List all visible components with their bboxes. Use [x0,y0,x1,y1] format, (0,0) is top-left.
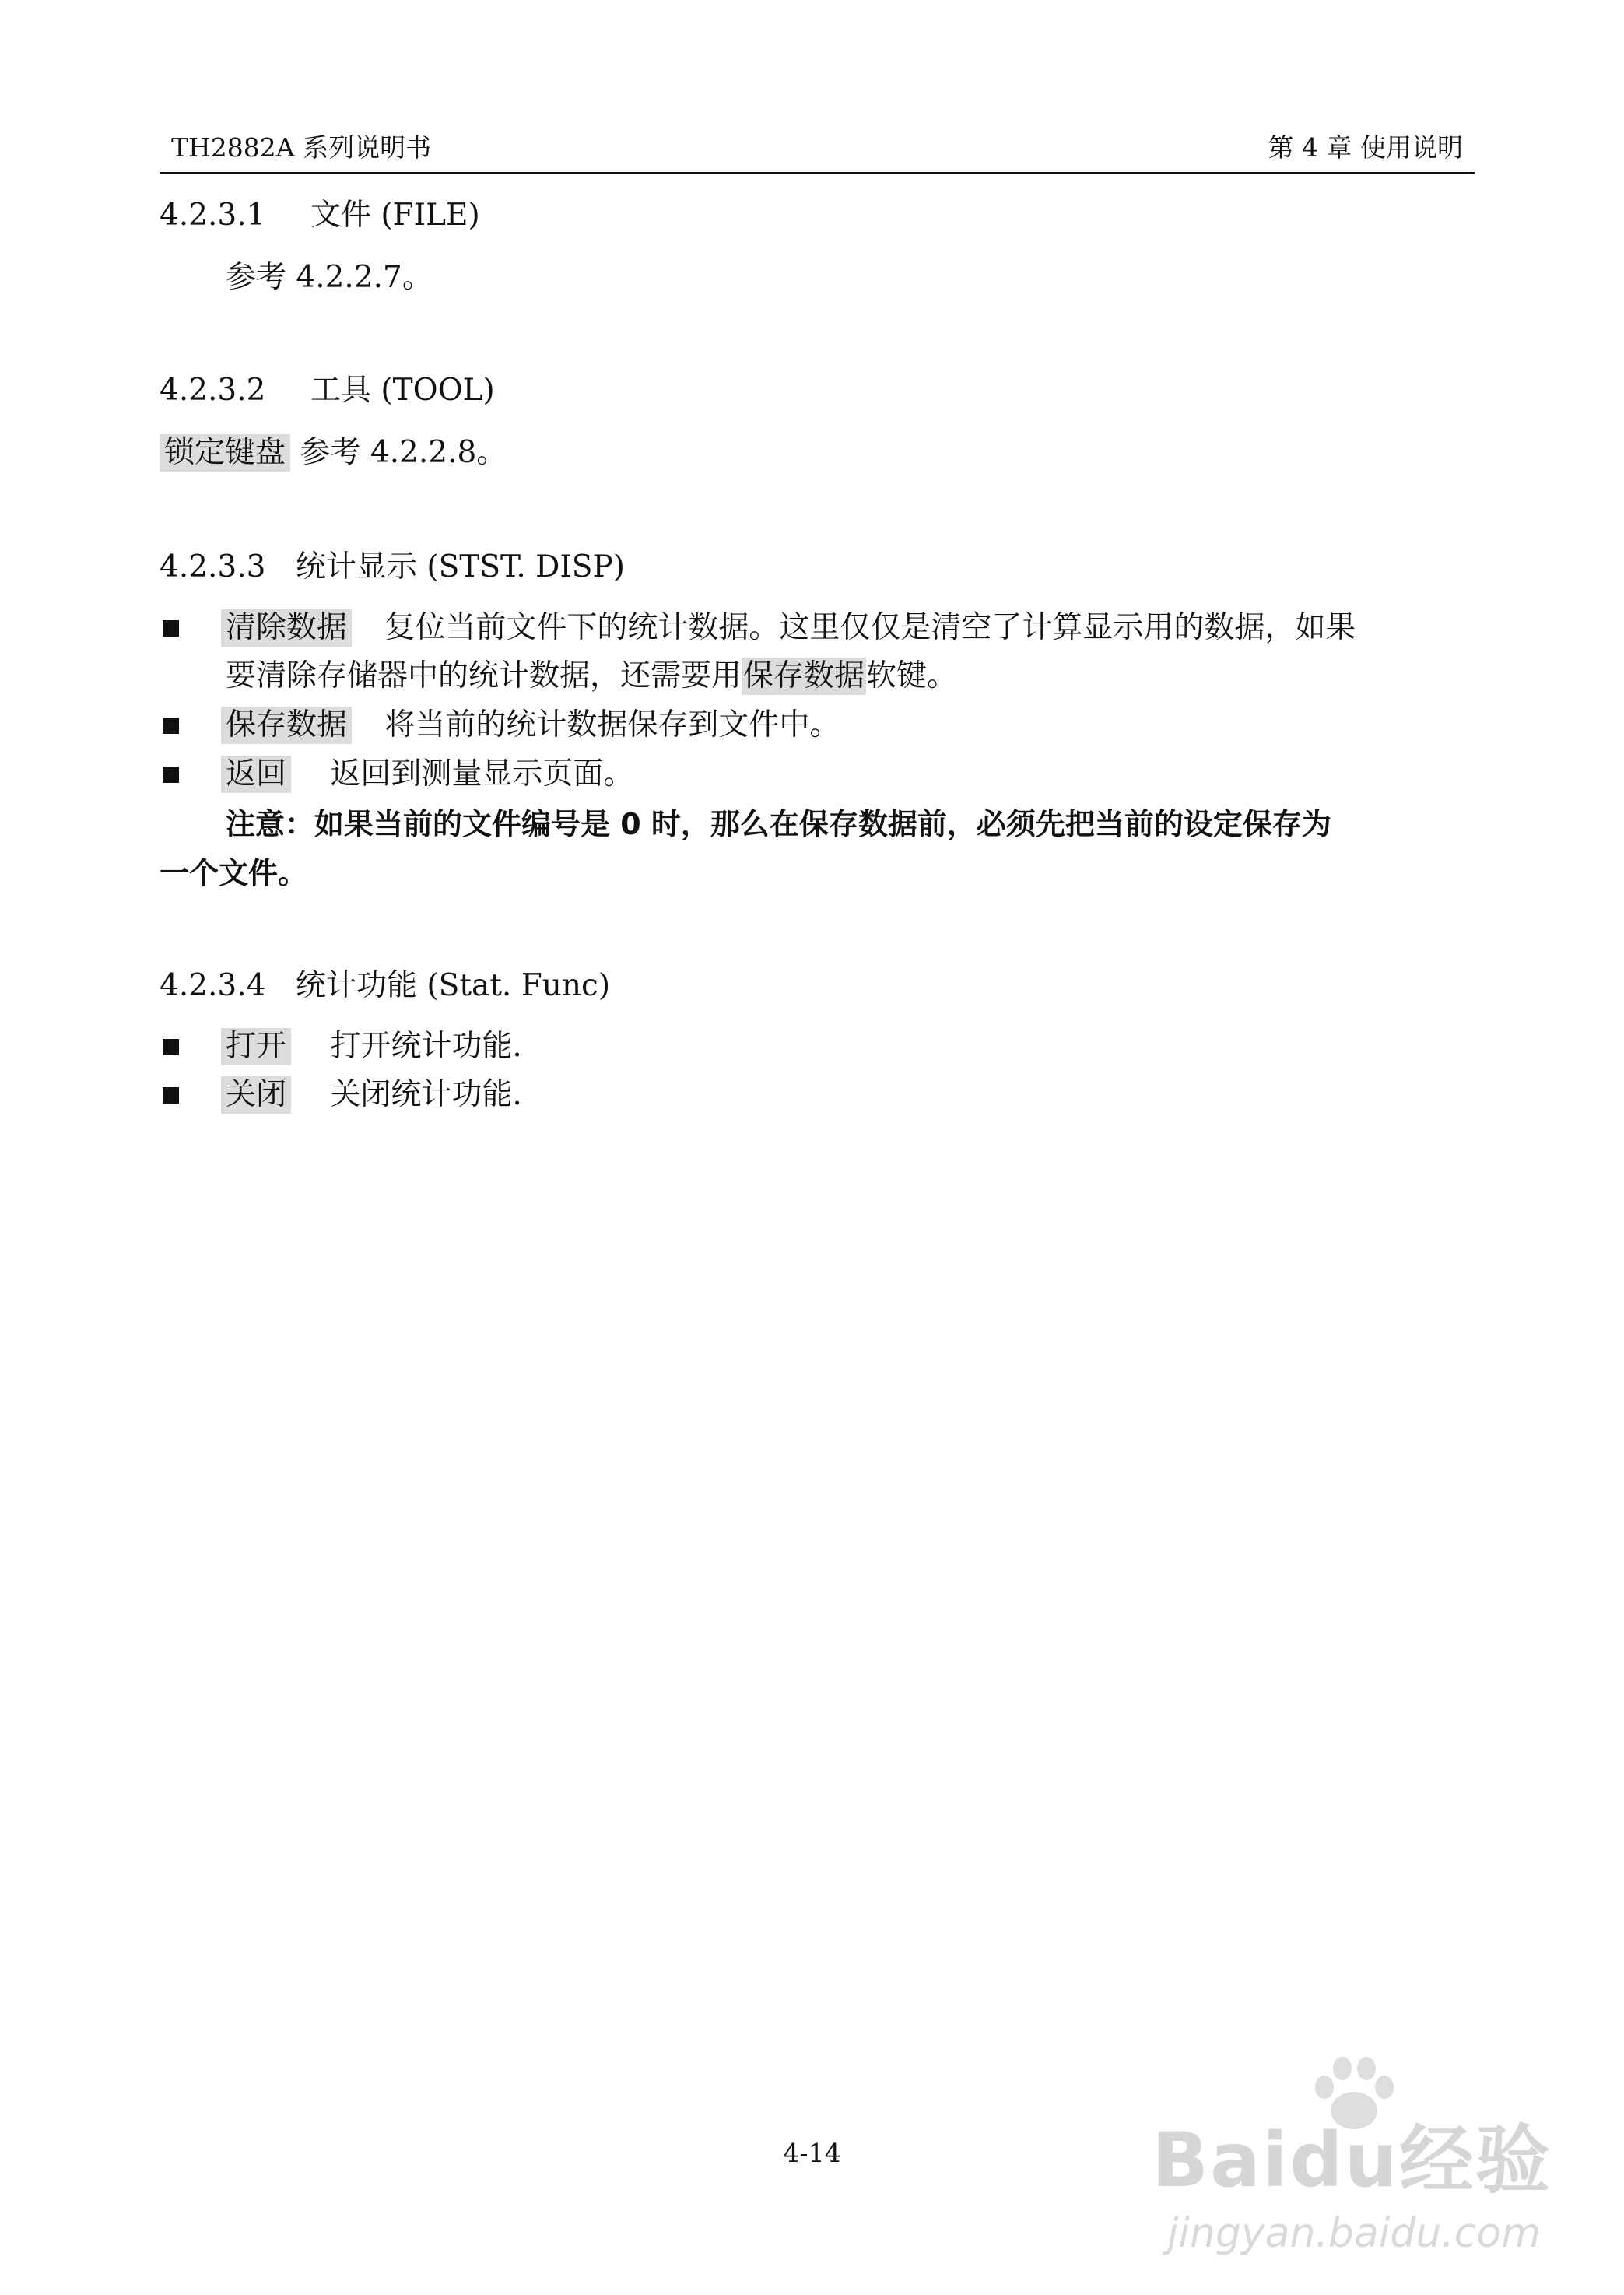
section-heading-file [160,197,480,234]
header-manual-title: TH2882A 系列说明书 [171,132,432,163]
softkey-save-data-inline: 保存数据 [743,658,865,693]
bullet-marker [163,1039,179,1055]
section-title: 工具 (TOOL) [310,373,495,408]
list-item-clear-data [221,609,1356,647]
softkey-lock-keypad: 锁定键盘 [160,434,290,472]
list-item-text: 复位当前文件下的统计数据。这里仅仅是清空了计算显示用的数据，如果 [384,610,1356,645]
softkey-save-data: 保存数据 [221,707,352,744]
list-item-text: 打开统计功能. [330,1029,522,1064]
softkey-open: 打开 [221,1028,291,1065]
note-line-1: 注意：如果当前的文件编号是 0 时，那么在保存数据前，必须先把当前的设定保存为 [226,807,1331,841]
section-title: 统计显示 (STST. DISP) [296,549,625,584]
section-number: 4.2.3.2 [160,373,266,408]
bullet-marker [163,1087,179,1104]
section-body-text: 参考 4.2.2.8。 [300,435,507,470]
list-item-text: 将当前的统计数据保存到文件中。 [384,707,840,742]
softkey-return: 返回 [221,756,291,793]
list-item-return [221,756,633,793]
watermark-logo-text: Baidu经验 [1152,2117,1552,2204]
page-number: 4-14 [783,2138,841,2168]
watermark-url: jingyan.baidu.com [1167,2210,1541,2257]
section-title: 统计功能 (Stat. Func) [296,968,611,1003]
list-item-close [221,1076,522,1114]
header-divider [160,172,1475,174]
baidu-watermark [1152,2055,1556,2272]
header-chapter-title: 第 4 章 使用说明 [1268,132,1463,163]
section-number: 4.2.3.3 [160,549,266,584]
bullet-marker [163,620,179,637]
section-body-file: 参考 4.2.2.7。 [226,260,433,295]
softkey-clear-data: 清除数据 [221,609,352,647]
note-line-2: 一个文件。 [160,856,308,890]
bullet-marker [163,767,179,783]
section-number: 4.2.3.1 [160,198,266,233]
list-item-text: 软键。 [866,658,958,693]
list-item-text: 要清除存储器中的统计数据，还需要用 [226,658,742,693]
section-heading-stat-func [160,967,610,1005]
softkey-close: 关闭 [221,1076,291,1114]
bullet-marker [163,718,179,734]
section-title: 文件 (FILE) [310,198,480,233]
list-item-text: 返回到测量显示页面。 [330,756,634,791]
list-item-save-data [221,707,840,744]
list-item-clear-data-continued [226,658,957,695]
list-item-text: 关闭统计功能. [330,1077,522,1112]
section-body-tool [160,434,507,472]
section-heading-tool [160,372,495,409]
list-item-open [221,1028,522,1065]
section-heading-stat-disp [160,549,625,586]
section-number: 4.2.3.4 [160,968,266,1003]
